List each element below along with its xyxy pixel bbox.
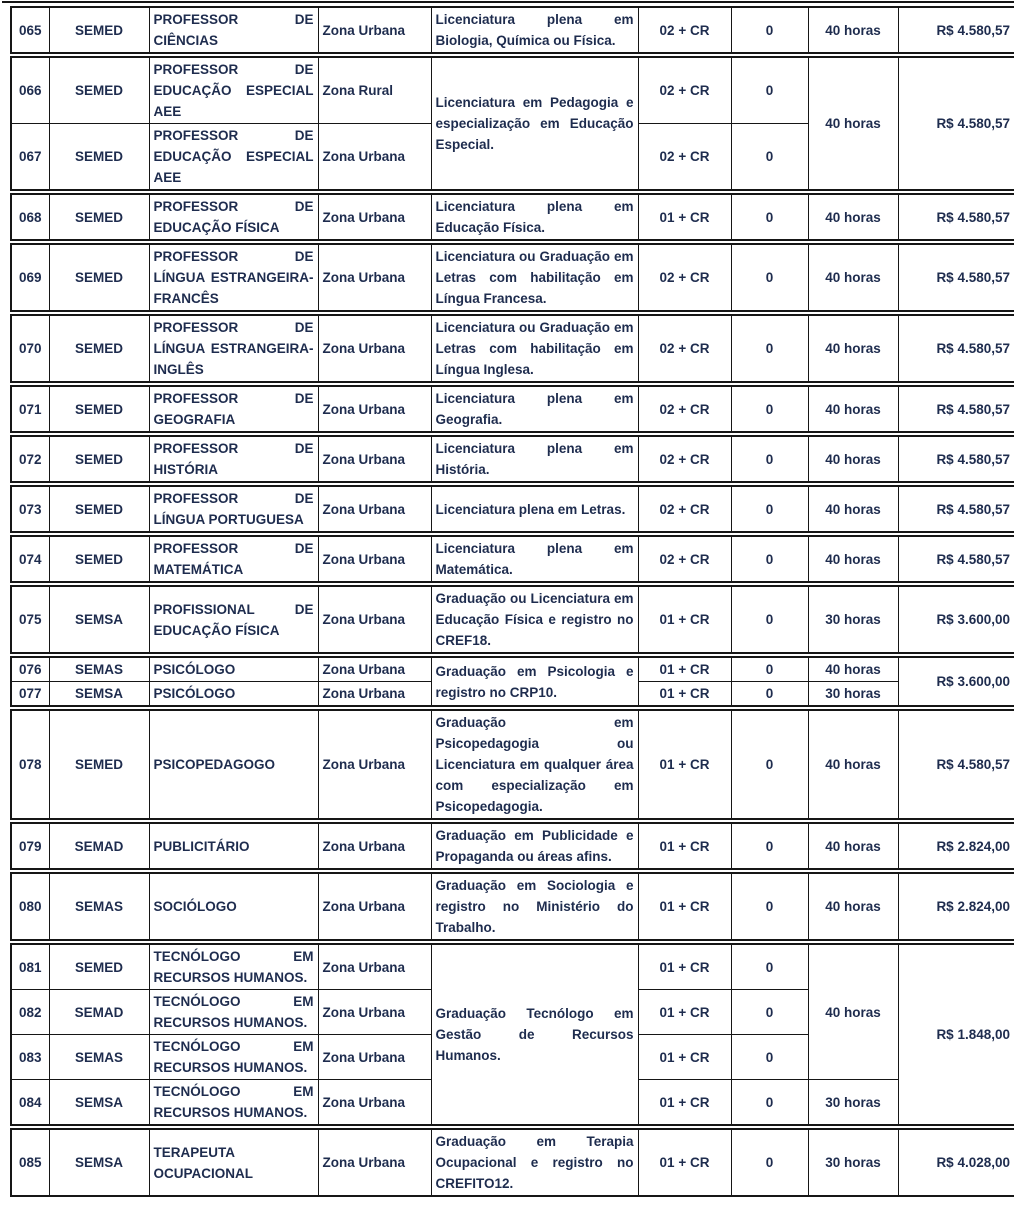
cell-code: 067 xyxy=(11,124,49,191)
cell-pcd: 0 xyxy=(731,944,808,990)
table-row xyxy=(11,386,1014,432)
cell-position: PSICÓLOGO xyxy=(149,682,318,707)
cell-pcd: 0 xyxy=(731,657,808,682)
cell-zone: Zona Urbana xyxy=(318,7,431,53)
cell-requirements: Graduação em Publicidade e Propaganda ou áreas afins. xyxy=(431,823,638,869)
cell-zone: Zona Urbana xyxy=(318,1129,431,1196)
table-row xyxy=(11,244,1014,311)
cell-pcd: 0 xyxy=(731,873,808,940)
cell-workload: 40 horas xyxy=(808,244,898,311)
cell-vacancies: 01 + CR xyxy=(638,1035,731,1080)
cell-position: PSICOPEDAGOGO xyxy=(149,710,318,819)
cell-code: 085 xyxy=(11,1129,49,1196)
cell-workload: 40 horas xyxy=(808,486,898,532)
cell-requirements: Licenciatura plena em Geografia. xyxy=(431,386,638,432)
cell-code: 071 xyxy=(11,386,49,432)
cell-salary: R$ 3.600,00 xyxy=(898,586,1014,653)
cell-workload: 40 horas xyxy=(808,944,898,1080)
cell-requirements: Graduação em Terapia Ocupacional e registro no CREFITO12. xyxy=(431,1129,638,1196)
row-group xyxy=(10,585,1014,654)
cell-code: 073 xyxy=(11,486,49,532)
cell-requirements: Graduação em Psicologia e registro no CRP10. xyxy=(431,657,638,706)
cell-pcd: 0 xyxy=(731,1080,808,1126)
cell-zone: Zona Urbana xyxy=(318,124,431,191)
cell-position: TECNÓLOGO EM RECURSOS HUMANOS. xyxy=(149,1080,318,1126)
cell-pcd: 0 xyxy=(731,990,808,1035)
cell-workload: 30 horas xyxy=(808,586,898,653)
cell-requirements: Licenciatura plena em Biologia, Química ou Física. xyxy=(431,7,638,53)
cell-zone: Zona Urbana xyxy=(318,194,431,240)
row-group xyxy=(10,243,1014,312)
cell-department: SEMED xyxy=(49,315,149,382)
cell-pcd: 0 xyxy=(731,1129,808,1196)
cell-department: SEMAS xyxy=(49,657,149,682)
cell-vacancies: 01 + CR xyxy=(638,944,731,990)
cell-workload: 40 horas xyxy=(808,436,898,482)
cell-position: TECNÓLOGO EM RECURSOS HUMANOS. xyxy=(149,990,318,1035)
cell-vacancies: 01 + CR xyxy=(638,710,731,819)
cell-workload: 40 horas xyxy=(808,194,898,240)
cell-zone: Zona Urbana xyxy=(318,710,431,819)
cell-department: SEMED xyxy=(49,57,149,124)
cell-position: SOCIÓLOGO xyxy=(149,873,318,940)
cell-zone: Zona Urbana xyxy=(318,990,431,1035)
cell-zone: Zona Urbana xyxy=(318,1080,431,1126)
table-row xyxy=(11,7,1014,53)
cell-pcd: 0 xyxy=(731,710,808,819)
top-border-line xyxy=(2,1,1014,3)
cell-vacancies: 01 + CR xyxy=(638,586,731,653)
cell-salary: R$ 4.580,57 xyxy=(898,57,1014,190)
cell-zone: Zona Urbana xyxy=(318,436,431,482)
cell-department: SEMED xyxy=(49,194,149,240)
cell-department: SEMED xyxy=(49,436,149,482)
cell-requirements: Licenciatura plena em Educação Física. xyxy=(431,194,638,240)
cell-code: 076 xyxy=(11,657,49,682)
cell-salary: R$ 4.580,57 xyxy=(898,194,1014,240)
cell-code: 075 xyxy=(11,586,49,653)
cell-zone: Zona Urbana xyxy=(318,682,431,707)
cell-code: 082 xyxy=(11,990,49,1035)
cell-department: SEMED xyxy=(49,536,149,582)
cell-pcd: 0 xyxy=(731,486,808,532)
table-row xyxy=(11,657,1014,682)
cell-requirements: Graduação em Psicopedagogia ou Licenciatura em qualquer área com especialização em Psicopedagogia. xyxy=(431,710,638,819)
cell-position: PROFESSOR DE LÍNGUA ESTRANGEIRA-FRANCÊS xyxy=(149,244,318,311)
cell-code: 070 xyxy=(11,315,49,382)
cell-department: SEMSA xyxy=(49,1129,149,1196)
cell-department: SEMED xyxy=(49,710,149,819)
cell-code: 081 xyxy=(11,944,49,990)
table-row xyxy=(11,944,1014,990)
cell-department: SEMED xyxy=(49,386,149,432)
cell-department: SEMSA xyxy=(49,682,149,707)
row-group xyxy=(10,435,1014,483)
cell-department: SEMED xyxy=(49,944,149,990)
cell-workload: 40 horas xyxy=(808,710,898,819)
cell-position: PROFESSOR DE EDUCAÇÃO FÍSICA xyxy=(149,194,318,240)
row-group xyxy=(10,656,1014,707)
cell-zone: Zona Urbana xyxy=(318,944,431,990)
cell-vacancies: 02 + CR xyxy=(638,386,731,432)
cell-vacancies: 01 + CR xyxy=(638,657,731,682)
cell-department: SEMED xyxy=(49,486,149,532)
cell-position: PROFESSOR DE EDUCAÇÃO ESPECIAL AEE xyxy=(149,57,318,124)
cell-position: PROFESSOR DE LÍNGUA PORTUGUESA xyxy=(149,486,318,532)
cell-workload: 40 horas xyxy=(808,657,898,682)
cell-salary: R$ 2.824,00 xyxy=(898,873,1014,940)
cell-pcd: 0 xyxy=(731,244,808,311)
row-group xyxy=(10,872,1014,941)
cell-position: TECNÓLOGO EM RECURSOS HUMANOS. xyxy=(149,944,318,990)
table-row xyxy=(11,315,1014,382)
cell-workload: 30 horas xyxy=(808,1080,898,1126)
cell-requirements: Graduação Tecnólogo em Gestão de Recursos Humanos. xyxy=(431,944,638,1125)
cell-salary: R$ 4.580,57 xyxy=(898,386,1014,432)
cell-department: SEMED xyxy=(49,124,149,191)
cell-code: 079 xyxy=(11,823,49,869)
cell-zone: Zona Urbana xyxy=(318,1035,431,1080)
cell-vacancies: 02 + CR xyxy=(638,7,731,53)
cell-workload: 30 horas xyxy=(808,1129,898,1196)
vacancy-table xyxy=(10,6,1014,1199)
cell-zone: Zona Urbana xyxy=(318,486,431,532)
cell-vacancies: 02 + CR xyxy=(638,486,731,532)
cell-workload: 40 horas xyxy=(808,315,898,382)
table-row xyxy=(11,873,1014,940)
cell-vacancies: 01 + CR xyxy=(638,1080,731,1126)
cell-position: TECNÓLOGO EM RECURSOS HUMANOS. xyxy=(149,1035,318,1080)
cell-requirements: Graduação em Sociologia e registro no Ministério do Trabalho. xyxy=(431,873,638,940)
cell-code: 072 xyxy=(11,436,49,482)
cell-zone: Zona Urbana xyxy=(318,823,431,869)
cell-department: SEMSA xyxy=(49,1080,149,1126)
cell-position: TERAPEUTA OCUPACIONAL xyxy=(149,1129,318,1196)
cell-position: PROFESSOR DE GEOGRAFIA xyxy=(149,386,318,432)
table-row xyxy=(11,194,1014,240)
cell-code: 065 xyxy=(11,7,49,53)
cell-salary: R$ 4.028,00 xyxy=(898,1129,1014,1196)
cell-workload: 40 horas xyxy=(808,7,898,53)
cell-vacancies: 01 + CR xyxy=(638,1129,731,1196)
cell-zone: Zona Urbana xyxy=(318,657,431,682)
cell-zone: Zona Urbana xyxy=(318,586,431,653)
cell-position: PSICÓLOGO xyxy=(149,657,318,682)
cell-workload: 40 horas xyxy=(808,536,898,582)
cell-zone: Zona Rural xyxy=(318,57,431,124)
table-row xyxy=(11,436,1014,482)
cell-salary: R$ 4.580,57 xyxy=(898,436,1014,482)
cell-salary: R$ 4.580,57 xyxy=(898,536,1014,582)
cell-vacancies: 01 + CR xyxy=(638,990,731,1035)
cell-code: 066 xyxy=(11,57,49,124)
cell-salary: R$ 3.600,00 xyxy=(898,657,1014,706)
cell-vacancies: 02 + CR xyxy=(638,315,731,382)
cell-vacancies: 01 + CR xyxy=(638,194,731,240)
cell-pcd: 0 xyxy=(731,194,808,240)
cell-code: 078 xyxy=(11,710,49,819)
cell-workload: 40 horas xyxy=(808,823,898,869)
table-row xyxy=(11,486,1014,532)
cell-code: 068 xyxy=(11,194,49,240)
row-group xyxy=(10,1128,1014,1197)
cell-salary: R$ 4.580,57 xyxy=(898,7,1014,53)
cell-zone: Zona Urbana xyxy=(318,873,431,940)
cell-vacancies: 02 + CR xyxy=(638,57,731,124)
cell-zone: Zona Urbana xyxy=(318,315,431,382)
cell-salary: R$ 4.580,57 xyxy=(898,244,1014,311)
cell-department: SEMAS xyxy=(49,873,149,940)
row-group xyxy=(10,943,1014,1126)
cell-department: SEMAD xyxy=(49,990,149,1035)
cell-pcd: 0 xyxy=(731,124,808,191)
cell-zone: Zona Urbana xyxy=(318,536,431,582)
table-row xyxy=(11,823,1014,869)
table-row xyxy=(11,1129,1014,1196)
cell-vacancies: 02 + CR xyxy=(638,244,731,311)
row-group xyxy=(10,6,1014,54)
cell-department: SEMSA xyxy=(49,586,149,653)
cell-department: SEMAD xyxy=(49,823,149,869)
cell-pcd: 0 xyxy=(731,586,808,653)
cell-position: PROFESSOR DE EDUCAÇÃO ESPECIAL AEE xyxy=(149,124,318,191)
cell-pcd: 0 xyxy=(731,386,808,432)
cell-code: 069 xyxy=(11,244,49,311)
row-group xyxy=(10,193,1014,241)
row-group xyxy=(10,485,1014,533)
cell-requirements: Graduação ou Licenciatura em Educação Física e registro no CREF18. xyxy=(431,586,638,653)
cell-salary: R$ 1.848,00 xyxy=(898,944,1014,1125)
cell-position: PROFESSOR DE HISTÓRIA xyxy=(149,436,318,482)
cell-requirements: Licenciatura plena em História. xyxy=(431,436,638,482)
cell-department: SEMAS xyxy=(49,1035,149,1080)
cell-zone: Zona Urbana xyxy=(318,244,431,311)
cell-vacancies: 01 + CR xyxy=(638,823,731,869)
cell-pcd: 0 xyxy=(731,57,808,124)
row-group xyxy=(10,385,1014,433)
table-row xyxy=(11,57,1014,124)
cell-workload: 40 horas xyxy=(808,386,898,432)
cell-position: PROFISSIONAL DE EDUCAÇÃO FÍSICA xyxy=(149,586,318,653)
cell-position: PROFESSOR DE MATEMÁTICA xyxy=(149,536,318,582)
table-row xyxy=(11,536,1014,582)
cell-vacancies: 02 + CR xyxy=(638,124,731,191)
cell-salary: R$ 4.580,57 xyxy=(898,486,1014,532)
cell-zone: Zona Urbana xyxy=(318,386,431,432)
cell-vacancies: 02 + CR xyxy=(638,436,731,482)
cell-salary: R$ 4.580,57 xyxy=(898,315,1014,382)
cell-code: 077 xyxy=(11,682,49,707)
cell-pcd: 0 xyxy=(731,436,808,482)
cell-position: PUBLICITÁRIO xyxy=(149,823,318,869)
row-group xyxy=(10,314,1014,383)
cell-requirements: Licenciatura plena em Letras. xyxy=(431,486,638,532)
cell-code: 083 xyxy=(11,1035,49,1080)
cell-vacancies: 01 + CR xyxy=(638,682,731,707)
cell-code: 084 xyxy=(11,1080,49,1126)
cell-position: PROFESSOR DE LÍNGUA ESTRANGEIRA-INGLÊS xyxy=(149,315,318,382)
row-group xyxy=(10,709,1014,820)
cell-vacancies: 02 + CR xyxy=(638,536,731,582)
cell-code: 080 xyxy=(11,873,49,940)
cell-workload: 30 horas xyxy=(808,682,898,707)
cell-pcd: 0 xyxy=(731,823,808,869)
cell-requirements: Licenciatura em Pedagogia e especialização em Educação Especial. xyxy=(431,57,638,190)
cell-salary: R$ 4.580,57 xyxy=(898,710,1014,819)
cell-workload: 40 horas xyxy=(808,57,898,190)
cell-pcd: 0 xyxy=(731,315,808,382)
cell-department: SEMED xyxy=(49,244,149,311)
cell-position: PROFESSOR DE CIÊNCIAS xyxy=(149,7,318,53)
table-row xyxy=(11,586,1014,653)
cell-pcd: 0 xyxy=(731,1035,808,1080)
cell-salary: R$ 2.824,00 xyxy=(898,823,1014,869)
cell-department: SEMED xyxy=(49,7,149,53)
row-group xyxy=(10,56,1014,191)
cell-requirements: Licenciatura ou Graduação em Letras com habilitação em Língua Inglesa. xyxy=(431,315,638,382)
row-group xyxy=(10,535,1014,583)
cell-code: 074 xyxy=(11,536,49,582)
cell-pcd: 0 xyxy=(731,7,808,53)
cell-requirements: Licenciatura ou Graduação em Letras com habilitação em Língua Francesa. xyxy=(431,244,638,311)
cell-workload: 40 horas xyxy=(808,873,898,940)
cell-pcd: 0 xyxy=(731,536,808,582)
cell-vacancies: 01 + CR xyxy=(638,873,731,940)
row-group xyxy=(10,822,1014,870)
cell-requirements: Licenciatura plena em Matemática. xyxy=(431,536,638,582)
table-row xyxy=(11,710,1014,819)
cell-pcd: 0 xyxy=(731,682,808,707)
